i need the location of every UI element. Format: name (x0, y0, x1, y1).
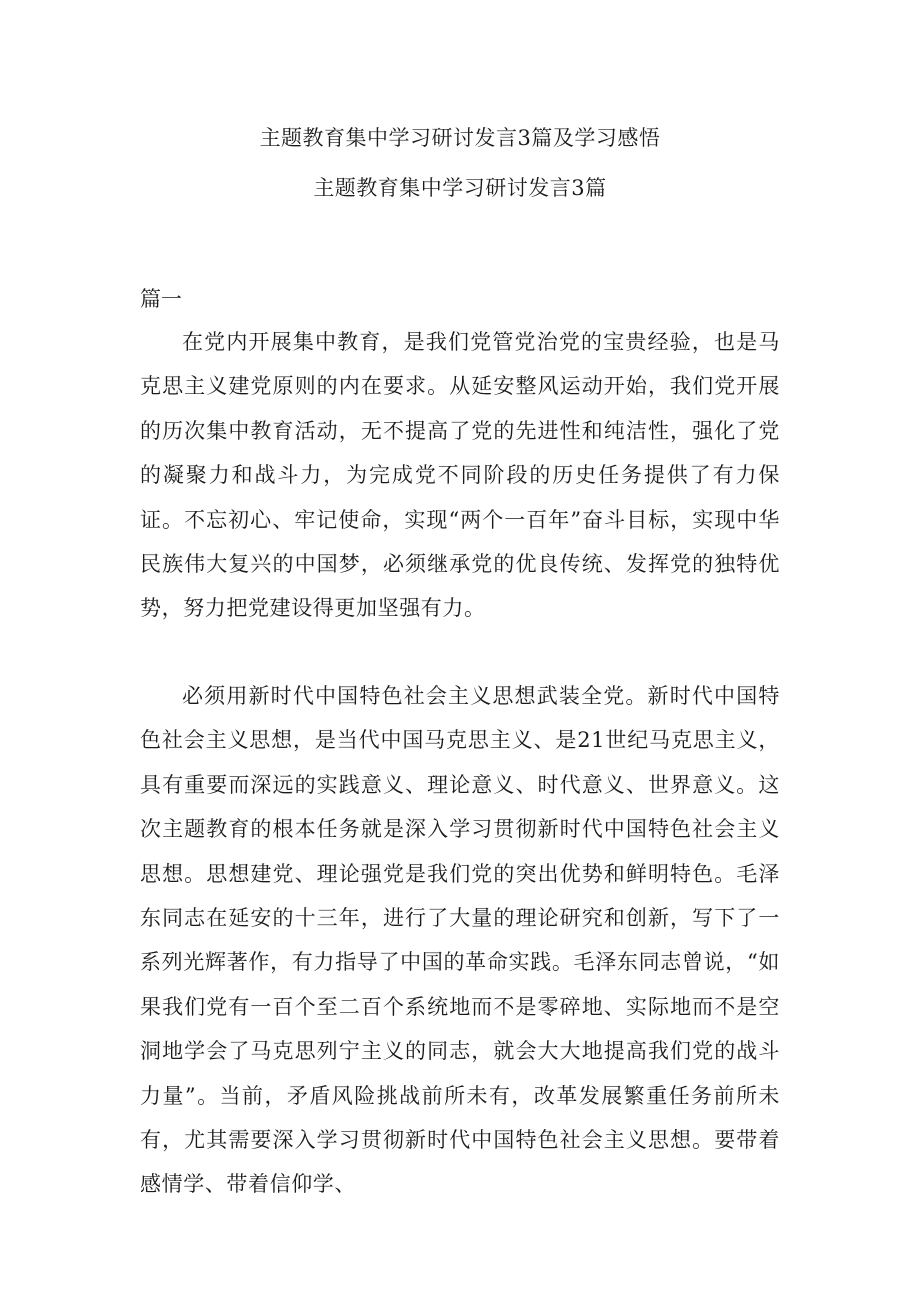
document-title: 主题教育集中学习研讨发言3篇及学习感悟 (259, 126, 661, 150)
body-paragraph-1: 在党内开展集中教育，是我们党管党治党的宝贵经验，也是马克思主义建党原则的内在要求。从延安整风运动开始，我们党开展的历次集中教育活动，无不提高了党的先进性和纯洁性，强化了党的凝聚力和战斗力，为完成党不同阶段的历史任务提供了有力保证。不忘初心、牢记使命，实现“两个一百年”奋斗目标，实现中华民族伟大复兴的中国梦，必须继承党的优良传统、发挥党的独特优势，努力把党建设得更加坚强有力。 (140, 330, 780, 621)
document-subtitle: 主题教育集中学习研讨发言3篇 (313, 176, 607, 200)
section-label: 篇一 (140, 287, 182, 311)
body-paragraph-2: 必须用新时代中国特色社会主义思想武装全党。新时代中国特色社会主义思想，是当代中国马克思主义、是21世纪马克思主义，具有重要而深远的实践意义、理论意义、时代意义、世界意义。这次主题教育的根本任务就是深入学习贯彻新时代中国特色社会主义思想。思想建党、理论强党是我们党的突出优势和鲜明特色。毛泽东同志在延安的十三年，进行了大量的理论研究和创新，写下了一系列光辉著作，有力指导了中国的革命实践。毛泽东同志曾说，“如果我们党有一百个至二百个系统地而不是零碎地、实际地而不是空洞地学会了马克思列宁主义的同志，就会大大地提高我们党的战斗力量”。当前，矛盾风险挑战前所未有，改革发展繁重任务前所未有，尤其需要深入学习贯彻新时代中国特色社会主义思想。要带着感情学、带着信仰学、 (140, 684, 780, 1197)
